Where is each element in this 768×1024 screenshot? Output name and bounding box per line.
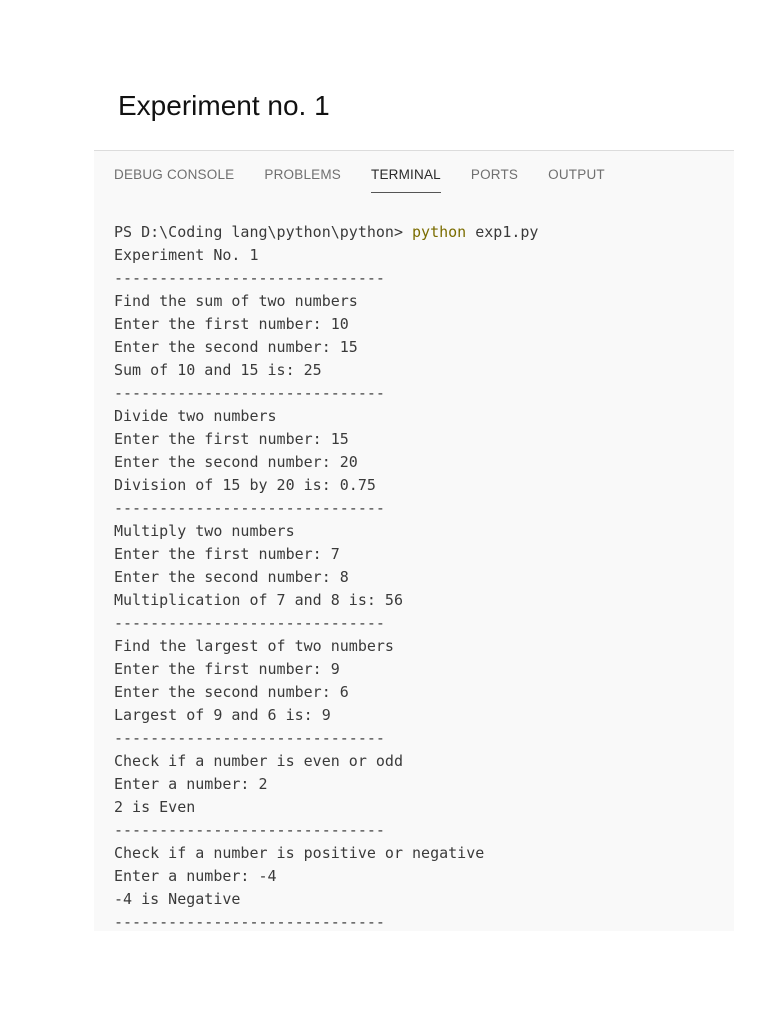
terminal-line: Find the sum of two numbers bbox=[114, 292, 358, 310]
terminal-line: Divide two numbers bbox=[114, 407, 277, 425]
terminal-line: Enter a number: 2 bbox=[114, 775, 268, 793]
tab-ports[interactable]: PORTS bbox=[470, 167, 519, 182]
terminal-line: Largest of 9 and 6 is: 9 bbox=[114, 706, 331, 724]
document-title: Experiment no. 1 bbox=[118, 90, 330, 121]
terminal-line: Enter the second number: 6 bbox=[114, 683, 349, 701]
terminal-line: Check if a number is positive or negative bbox=[114, 844, 485, 862]
terminal-line: Multiply two numbers bbox=[114, 522, 295, 540]
terminal-line: Enter a number: -4 bbox=[114, 867, 277, 885]
panel-tab-bar bbox=[114, 167, 635, 193]
terminal-line: Experiment No. 1 bbox=[114, 246, 259, 264]
terminal-command-line bbox=[114, 221, 714, 244]
terminal-line: ------------------------------ bbox=[114, 614, 385, 632]
terminal-line: ------------------------------ bbox=[114, 913, 385, 931]
terminal-line: ------------------------------ bbox=[114, 821, 385, 839]
terminal-line: 2 is Even bbox=[114, 798, 196, 816]
terminal-line: Check if a number is even or odd bbox=[114, 752, 403, 770]
terminal-line: Sum of 10 and 15 is: 25 bbox=[114, 361, 322, 379]
terminal-line: -4 is Negative bbox=[114, 890, 241, 908]
terminal-line: Enter the first number: 9 bbox=[114, 660, 340, 678]
terminal-line: Enter the first number: 10 bbox=[114, 315, 349, 333]
tab-problems[interactable]: PROBLEMS bbox=[264, 167, 342, 182]
terminal-prompt: PS D:\Coding lang\python\python> bbox=[114, 223, 413, 241]
terminal-line: Division of 15 by 20 is: 0.75 bbox=[114, 476, 376, 494]
terminal-lines bbox=[114, 244, 714, 934]
terminal-line: ------------------------------ bbox=[114, 269, 385, 287]
terminal-output[interactable] bbox=[114, 221, 714, 934]
terminal-line: Enter the first number: 7 bbox=[114, 545, 340, 563]
terminal-line: Enter the first number: 15 bbox=[114, 430, 349, 448]
terminal-line: Enter the second number: 8 bbox=[114, 568, 349, 586]
terminal-line: ------------------------------ bbox=[114, 384, 385, 402]
terminal-line: ------------------------------ bbox=[114, 729, 385, 747]
terminal-line: ------------------------------ bbox=[114, 499, 385, 517]
terminal-line: Enter the second number: 20 bbox=[114, 453, 358, 471]
terminal-line: Multiplication of 7 and 8 is: 56 bbox=[114, 591, 403, 609]
terminal-line: Enter the second number: 15 bbox=[114, 338, 358, 356]
command-keyword: python bbox=[412, 223, 467, 241]
command-args: exp1.py bbox=[466, 223, 539, 241]
terminal-line: Find the largest of two numbers bbox=[114, 637, 394, 655]
tab-output[interactable]: OUTPUT bbox=[548, 167, 605, 182]
terminal-panel bbox=[94, 150, 734, 931]
tab-debug-console[interactable]: DEBUG CONSOLE bbox=[114, 167, 235, 182]
tab-terminal[interactable]: TERMINAL bbox=[371, 167, 441, 193]
